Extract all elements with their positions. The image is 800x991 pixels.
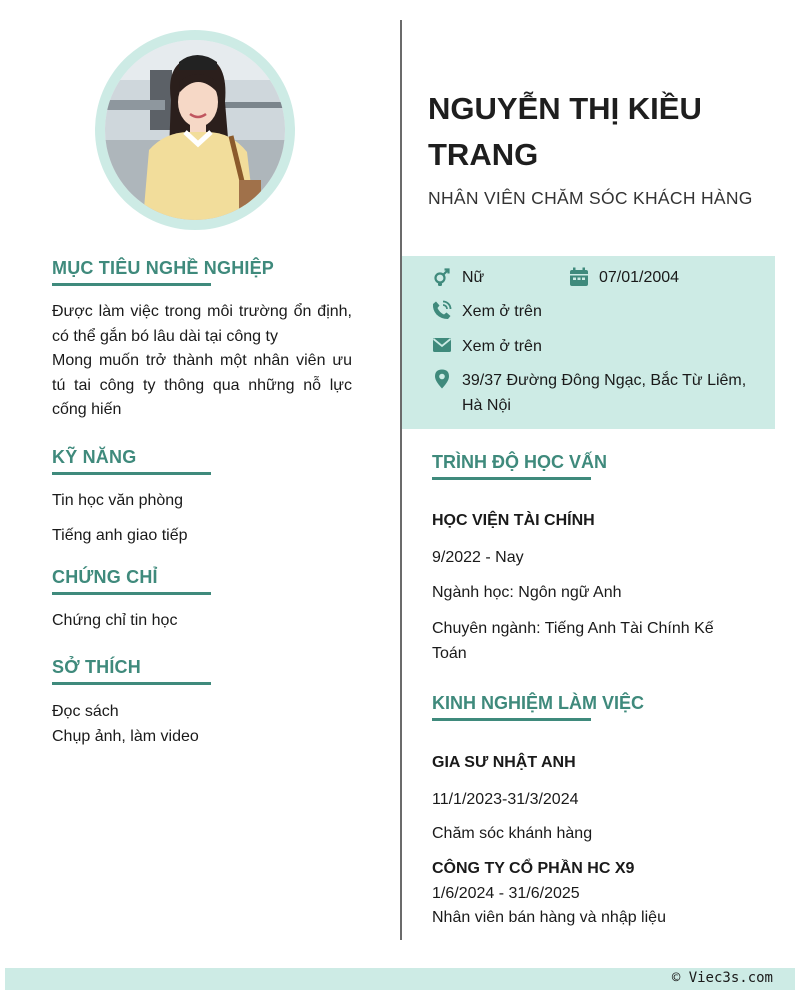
avatar-frame xyxy=(95,30,295,230)
certificate-item: Chứng chỉ tin học xyxy=(52,612,178,629)
phone-value: Xem ở trên xyxy=(462,303,542,320)
objective-underline xyxy=(52,283,211,286)
certificates-heading: CHỨNG CHỈ xyxy=(52,567,158,587)
skill-item: Tiếng anh giao tiếp xyxy=(52,527,188,544)
skills-heading: KỸ NĂNG xyxy=(52,447,137,467)
address-value: 39/37 Đường Đông Ngạc, Bắc Từ Liêm, Hà Nội xyxy=(462,372,747,414)
portrait-photo xyxy=(105,40,285,220)
hobby-item: Đọc sách xyxy=(52,703,119,720)
job-role: Nhân viên bán hàng và nhập liệu xyxy=(432,909,666,926)
job-period: 1/6/2024 - 31/6/2025 xyxy=(432,885,580,902)
objective-line: Được làm việc trong môi trường ổn định, có thể gắn bó lâu dài tại công ty xyxy=(52,303,352,345)
job-role: Chăm sóc khánh hàng xyxy=(432,825,593,842)
education-specialization: Chuyên ngành: Tiếng Anh Tài Chính Kế Toán xyxy=(432,620,714,662)
hobby-item: Chụp ảnh, làm video xyxy=(52,728,199,745)
education-major: Ngành học: Ngôn ngữ Anh xyxy=(432,584,622,601)
footer-credit: © Viec3s.com xyxy=(671,970,773,986)
job-company: CÔNG TY CỔ PHẦN HC X9 xyxy=(432,860,635,877)
skills-underline xyxy=(52,472,211,475)
birthday-value: 07/01/2004 xyxy=(599,269,680,286)
avatar xyxy=(105,40,285,220)
job-company: GIA SƯ NHẬT ANH xyxy=(432,754,576,771)
location-pin-icon xyxy=(432,369,452,389)
mail-icon xyxy=(432,335,452,355)
experience-underline xyxy=(432,718,591,721)
footer-bar xyxy=(5,968,795,990)
certificates-underline xyxy=(52,592,211,595)
email-value: Xem ở trên xyxy=(462,338,542,355)
job-title: NHÂN VIÊN CHĂM SÓC KHÁCH HÀNG xyxy=(428,188,753,208)
objective-line: Mong muốn trở thành một nhân viên ưu tú tai công ty thông qua những nỗ lực cống hiến xyxy=(52,352,352,418)
hobbies-heading: SỞ THÍCH xyxy=(52,657,141,677)
column-divider xyxy=(400,20,402,940)
job-period: 11/1/2023-31/3/2024 xyxy=(432,791,579,808)
education-period: 9/2022 - Nay xyxy=(432,549,524,566)
calendar-icon xyxy=(569,267,589,287)
school-name: HỌC VIỆN TÀI CHÍNH xyxy=(432,512,595,529)
education-underline xyxy=(432,477,591,480)
gender-icon xyxy=(432,267,452,287)
hobbies-underline xyxy=(52,682,211,685)
skill-item: Tin học văn phòng xyxy=(52,492,184,509)
experience-heading: KINH NGHIỆM LÀM VIỆC xyxy=(432,693,645,713)
candidate-name: NGUYỄN THỊ KIỀU TRANG xyxy=(428,91,702,172)
objective-text xyxy=(52,300,352,423)
phone-icon xyxy=(432,300,452,320)
education-heading: TRÌNH ĐỘ HỌC VẤN xyxy=(432,452,607,472)
objective-heading: MỤC TIÊU NGHỀ NGHIỆP xyxy=(52,258,275,278)
gender-value: Nữ xyxy=(462,269,485,286)
